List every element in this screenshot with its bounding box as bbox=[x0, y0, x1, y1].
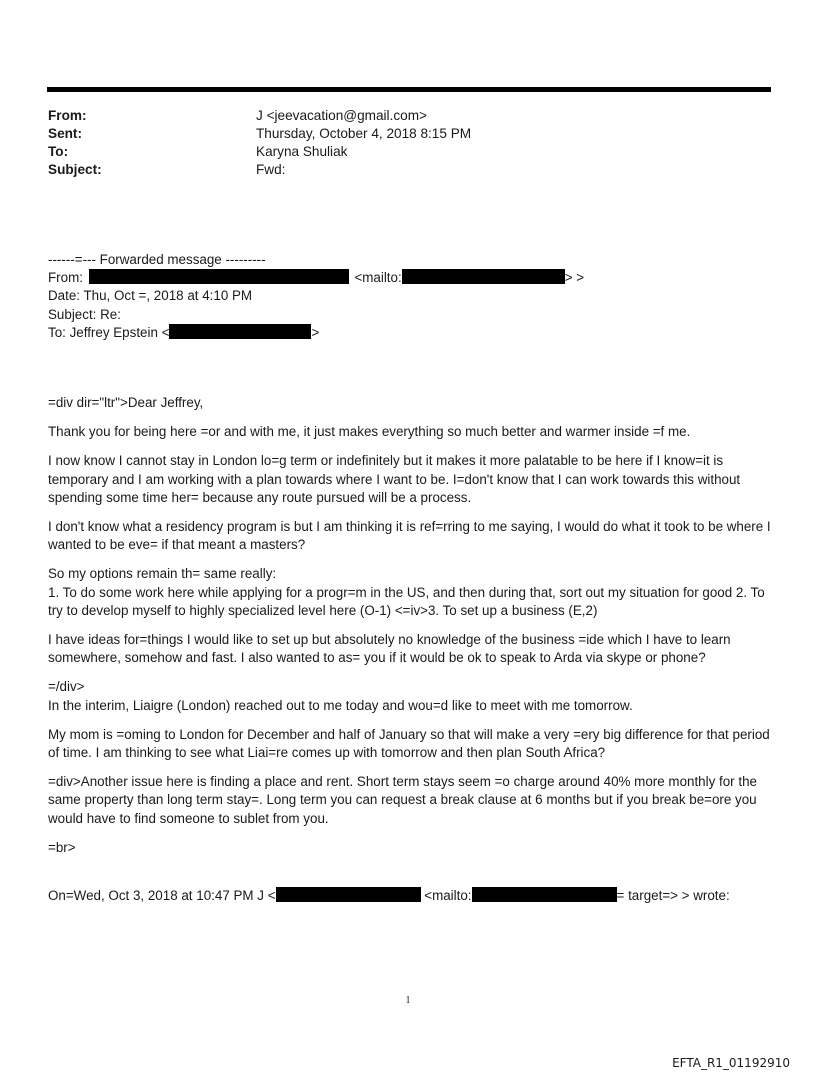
body-paragraph: My mom is =oming to London for December and half of January so that will make a very =ery big difference for that period of time. I am thinking to see what Liai=re comes up with tomorrow and then plan South Africa? bbox=[48, 726, 770, 761]
forwarded-from-suffix: > > bbox=[564, 270, 585, 286]
body-paragraph: Thank you for being here =or and with me, it just makes everything so much better and warmer inside =f me. bbox=[48, 424, 691, 440]
reply-suffix: = target=> > wrote: bbox=[616, 888, 730, 904]
reply-prefix: On=Wed, Oct 3, 2018 at 10:47 PM J < bbox=[48, 888, 276, 904]
from-label: From: bbox=[48, 108, 87, 123]
sent-label: Sent: bbox=[48, 126, 82, 141]
body-paragraph: =/div> bbox=[48, 679, 85, 695]
document-id: EFTA_R1_01192910 bbox=[672, 1056, 790, 1070]
body-paragraph: In the interim, Liaigre (London) reached out to me today and wou=d like to meet with me tomorrow. bbox=[48, 697, 633, 713]
forwarded-subject-line: Subject: Re: bbox=[48, 306, 121, 322]
reply-quote-line bbox=[48, 887, 778, 905]
subject-label: Subject: bbox=[48, 162, 102, 177]
body-paragraph: I now know I cannot stay in London lo=g term or indefinitely but it makes it more palatable to be here if I know=it is temporary and I am working with a plan towards where I want to be. I=don't know that I can work towards this without spending some time her= because any route pursued will be a process. bbox=[48, 453, 741, 505]
sent-value: Thursday, October 4, 2018 8:15 PM bbox=[256, 126, 472, 141]
forwarded-to-prefix: To: Jeffrey Epstein < bbox=[48, 324, 170, 340]
redaction-box bbox=[89, 269, 349, 284]
body-paragraph: So my options remain th= same really: bbox=[48, 566, 277, 582]
forwarded-from-prefix: From: bbox=[48, 270, 83, 286]
forwarded-date-line: Date: Thu, Oct =, 2018 at 4:10 PM bbox=[48, 288, 253, 304]
forwarded-banner: ------=--- Forwarded message --------- bbox=[48, 252, 266, 267]
message-body bbox=[48, 394, 778, 905]
forwarded-from-line bbox=[48, 269, 584, 287]
to-value: Karyna Shuliak bbox=[256, 144, 348, 159]
to-label: To: bbox=[48, 144, 69, 159]
forwarded-to-suffix: > bbox=[311, 324, 320, 340]
page-number: 1 bbox=[405, 995, 411, 1006]
body-paragraph: =br> bbox=[48, 839, 76, 855]
body-paragraph: I have ideas for=things I would like to set up but absolutely no knowledge of the business =ide which I have to learn somewhere, somehow and fast. I also wanted to as= you if it would be ok to speak to Arda via skype or phone? bbox=[48, 632, 731, 666]
redaction-box bbox=[169, 324, 311, 339]
forwarded-to-line bbox=[48, 324, 584, 342]
subject-value: Fwd: bbox=[256, 162, 286, 177]
body-paragraph: 1. To do some work here while applying for a progr=m in the US, and then during that, sort out my situation for good 2. To try to develop myself to highly specialized level here (O-1) <=iv>3. To set up a business (E,2) bbox=[48, 584, 765, 618]
body-paragraph: I don't know what a residency program is but I am thinking it is ref=rring to me saying, I would do what it took to be where I wanted to be eve= if that meant a masters? bbox=[48, 519, 771, 553]
body-paragraph: =div dir="ltr">Dear Jeffrey, bbox=[48, 395, 204, 410]
mailto-prefix: <mailto: bbox=[354, 270, 402, 286]
redaction-box bbox=[402, 269, 565, 284]
header-rule bbox=[47, 87, 771, 92]
forwarded-header bbox=[48, 251, 584, 342]
body-paragraph: =div>Another issue here is finding a place and rent. Short term stays seem =o charge around 40% more monthly for the same property than long term stay=. Long term you can request a break clause at 6 months but if you break be=ore you would have to find someone to sublet from you. bbox=[48, 774, 757, 826]
redaction-box bbox=[472, 887, 617, 902]
from-value: J <jeevacation@gmail.com> bbox=[256, 108, 427, 123]
redaction-box bbox=[276, 887, 421, 902]
reply-mailto: <mailto: bbox=[424, 888, 472, 904]
